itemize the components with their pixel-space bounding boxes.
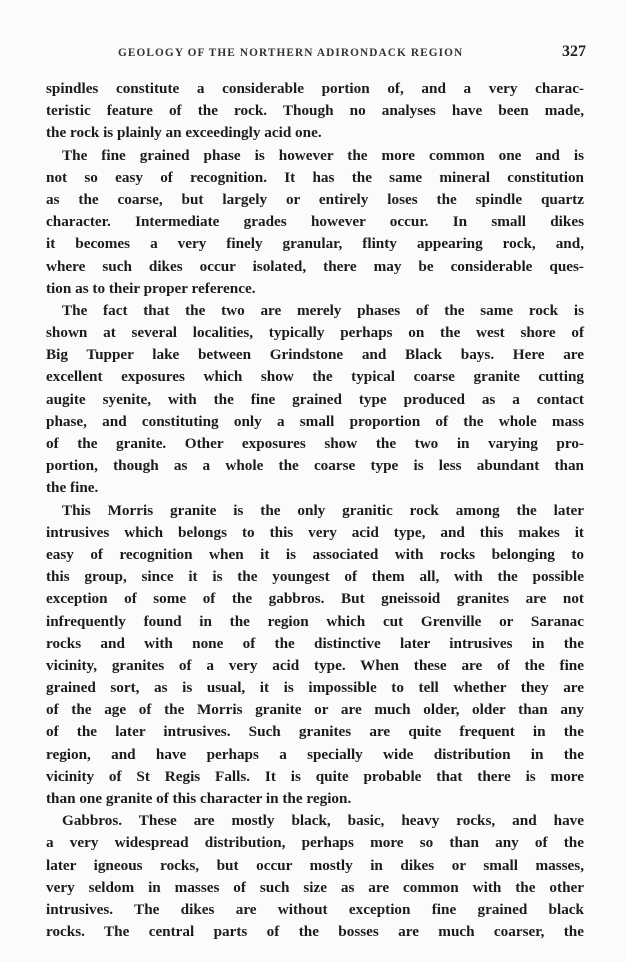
text-line: portion, though as a whole the coarse type is less abundant than [46,457,584,475]
text-line: intrusives. The dikes are without exception fine grained black [46,900,584,918]
text-line: exception of some of the gabbros. But gneissoid granites are not [46,590,584,608]
text-line: very seldom in masses of such size as are common with the other [46,878,584,896]
paragraph [46,500,584,811]
text-line: the rock is plainly an exceedingly acid one. [46,124,322,142]
text-line: The fact that the two are merely phases of the same rock is [62,301,584,319]
text-line: intrusives which belongs to this very acid type, and this makes it [46,523,584,541]
text-line: rocks and with none of the distinctive later intrusives in the [46,634,584,652]
text-line: of the granite. Other exposures show the two in varying pro- [46,435,584,452]
text-line: spindles constitute a considerable portion of, and a very charac- [46,80,584,97]
paragraph [46,300,584,500]
text-line: a very widespread distribution, perhaps more so than any of the [46,834,584,852]
text-line: teristic feature of the rock. Though no analyses have been made, [46,102,584,120]
text-line: vicinity of St Regis Falls. It is quite probable that there is more [46,767,584,785]
text-line: augite syenite, with the fine grained type produced as a contact [46,390,584,408]
text-line: phase, and constituting only a small proportion of the whole mass [46,412,584,430]
text-line: Big Tupper lake between Grindstone and Black bays. Here are [46,346,584,364]
text-line: later igneous rocks, but occur mostly in dikes or small masses, [46,856,584,874]
text-line: of the age of the Morris granite or are much older, older than any [46,701,584,719]
text-line: vicinity, granites of a very acid type. When these are of the fine [46,656,584,674]
paragraph [46,145,584,300]
body-text [46,78,584,943]
text-line: shown at several localities, typically perhaps on the west shore of [46,324,584,342]
paragraph [46,78,584,145]
text-line: it becomes a very finely granular, flinty appearing rock, and, [46,235,584,253]
text-line: tion as to their proper reference. [46,279,256,297]
text-line: infrequently found in the region which cut Grenville or Saranac [46,612,584,630]
page-number: 327 [562,43,586,60]
text-line: character. Intermediate grades however occur. In small dikes [46,213,584,231]
text-line: of the later intrusives. Such granites are quite frequent in the [46,723,584,741]
text-line: excellent exposures which show the typical coarse granite cutting [46,368,584,386]
text-line: easy of recognition when it is associated with rocks belonging to [46,545,584,563]
page-header [46,44,586,64]
text-line: region, and have perhaps a specially wide distribution in the [46,745,584,763]
text-line: The fine grained phase is however the more common one and is [62,146,584,164]
running-head: GEOLOGY OF THE NORTHERN ADIRONDACK REGION [118,47,464,59]
text-line: rocks. The central parts of the bosses are much coarser, the [46,923,584,941]
text-line: grained sort, as is usual, it is impossible to tell whether they are [46,679,584,697]
text-line: Gabbros. These are mostly black, basic, heavy rocks, and have [62,812,584,830]
text-line: than one granite of this character in the region. [46,790,352,807]
text-line: where such dikes occur isolated, there may be considerable ques- [46,257,584,275]
text-line: the fine. [46,479,99,497]
text-line: not so easy of recognition. It has the same mineral constitution [46,168,584,186]
text-line: this group, since it is the youngest of them all, with the possible [46,568,584,586]
paragraph [46,810,584,943]
text-line: This Morris granite is the only granitic rock among the later [62,501,584,519]
text-line: as the coarse, but largely or entirely loses the spindle quartz [46,190,584,208]
